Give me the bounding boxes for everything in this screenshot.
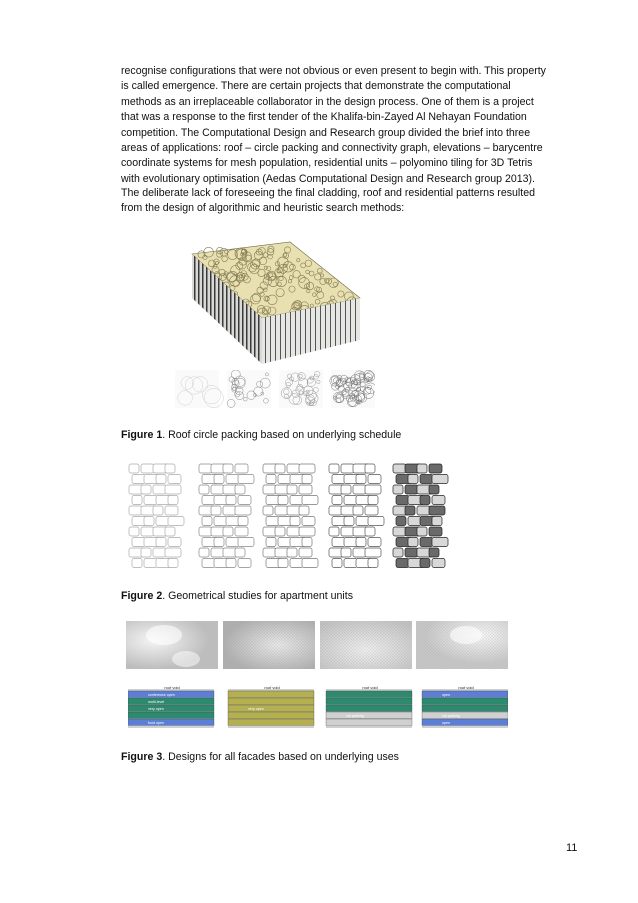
use-diagram-row-label: open — [442, 693, 450, 697]
use-diagram-top-label: roof void — [164, 685, 180, 690]
figure-3-use-diagrams — [128, 684, 508, 733]
figure-2-caption: Figure 2. Geometrical studies for apartment units — [121, 590, 353, 602]
use-diagram-row-label: car parking — [442, 714, 460, 718]
use-diagram-row-label: conference open — [148, 693, 175, 697]
figure-3-caption: Figure 3. Designs for all facades based on underlying uses — [121, 751, 399, 763]
use-diagram-top-label: roof void — [458, 685, 474, 690]
use-diagram-row-label: very open — [148, 707, 164, 711]
use-diagram-top-label: roof void — [264, 685, 280, 690]
figure-2-image — [123, 458, 463, 583]
use-diagram-row-label: multi-level — [148, 700, 165, 704]
use-diagram-row-label: car parking — [346, 714, 364, 718]
use-diagram-row-label: open — [442, 721, 450, 725]
body-paragraph-1: recognise configurations that were not obvious or even present to begin with. This property is called emergence. There are certain projects that demonstrate the computational methods as an irreplaceable collaborator in the design process. One of them is a project that was a response to the first tender of the Khalifa-bin-Zayed Al Nehayan Foundation competition. The Computational Design and Research group divided the brief into three areas of applications: roof – circle packing and connectivity graph, elevations – barycentre coordinate systems for mesh population, residential units – polyomino tiling for 3D Tetris with evolutionary optimisation (Aedas Computational Design and Research group 2013). — [121, 65, 546, 185]
figure-1-caption: Figure 1. Roof circle packing based on underlying schedule — [121, 429, 402, 441]
figure-1-circle-studies — [175, 370, 375, 415]
body-paragraph-2: The deliberate lack of foreseeing the final cladding, roof and residential patterns resulted from the design of algorithmic and heuristic search methods: — [121, 187, 535, 215]
figure-3-meshes — [126, 621, 508, 676]
use-diagram-row-label: very open — [248, 707, 264, 711]
use-diagram-top-label: roof void — [362, 685, 378, 690]
use-diagram-row-label: food open — [148, 721, 164, 725]
page-number: 11 — [566, 842, 578, 854]
